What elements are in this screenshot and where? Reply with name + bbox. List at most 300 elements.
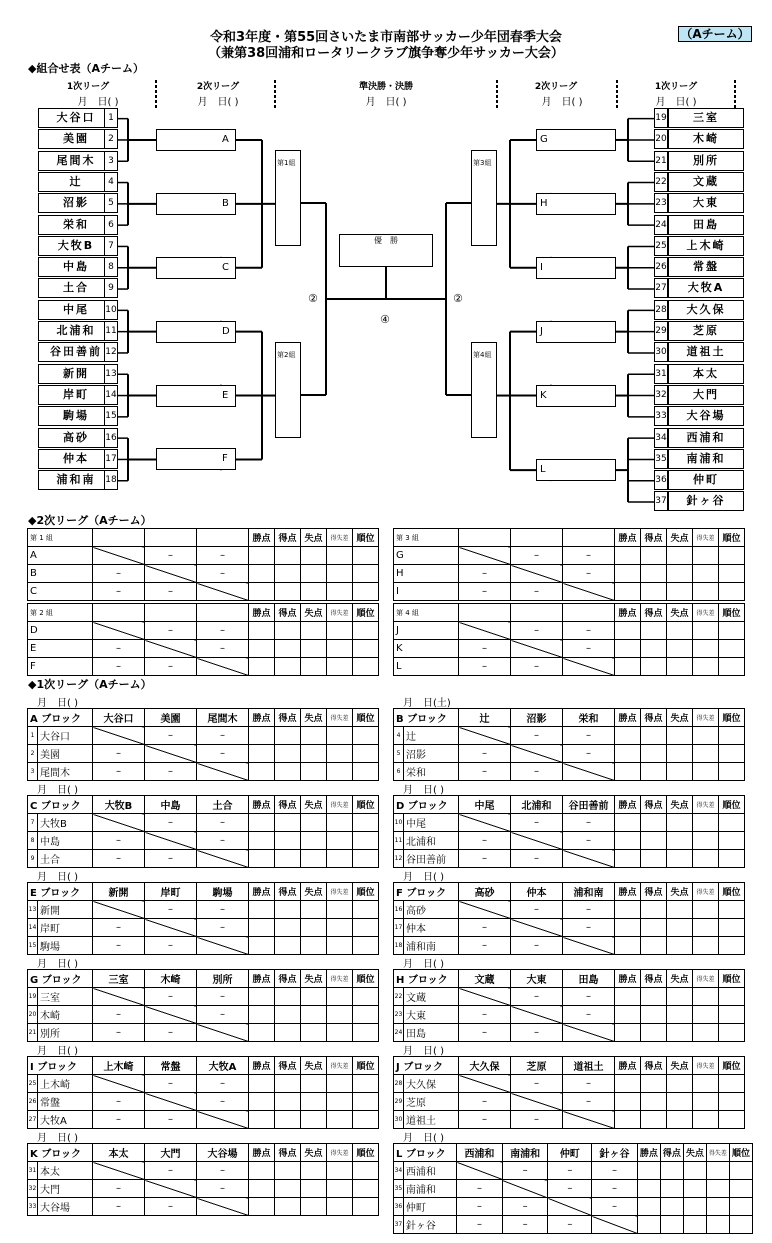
stat-cell (615, 1006, 641, 1024)
score-cell: – (197, 832, 249, 850)
stat-cell (615, 727, 641, 745)
stat-cell (667, 919, 693, 937)
stat-cell (249, 565, 275, 583)
stat-cell (693, 919, 719, 937)
team-num: 32 (28, 1180, 38, 1198)
score-cell: – (511, 583, 563, 601)
stat-cell (719, 745, 745, 763)
team-number-left: 15 (104, 406, 118, 426)
score-cell: – (563, 919, 615, 937)
diag-cell (459, 622, 511, 640)
stat-cell (693, 1024, 719, 1042)
league1-header: 得失差 (327, 883, 353, 901)
diag-cell (511, 1093, 563, 1111)
stat-cell (615, 565, 641, 583)
team-num: 33 (28, 1198, 38, 1216)
diag-cell (563, 1024, 615, 1042)
block-col-team: 仲本 (511, 883, 563, 901)
team-num: 35 (394, 1180, 404, 1198)
team-cell-right: 上木崎 (668, 236, 744, 256)
stat-cell (719, 583, 745, 601)
score-cell: – (145, 727, 197, 745)
stat-cell (615, 640, 641, 658)
league2-col (511, 604, 563, 622)
team-cell-right: 大東 (668, 193, 744, 213)
league1-header: 順位 (353, 1144, 379, 1162)
stat-cell (641, 658, 667, 676)
score-cell: – (511, 1075, 563, 1093)
league1-table (27, 708, 379, 781)
stat-cell (249, 937, 275, 955)
league1-header: 順位 (719, 883, 745, 901)
team-cell-right: 仲町 (668, 470, 744, 490)
stat-cell (683, 1162, 706, 1180)
league1-table (393, 708, 745, 781)
group-label-left: A (222, 133, 229, 145)
score-cell: – (93, 1180, 145, 1198)
score-cell: – (563, 547, 615, 565)
stat-cell (327, 1093, 353, 1111)
league1-header: 得点 (641, 883, 667, 901)
stat-cell (641, 622, 667, 640)
score-cell: – (459, 850, 511, 868)
stat-cell (719, 937, 745, 955)
team-cell-left: 沼影 (38, 193, 114, 213)
group-label-right: G (540, 133, 548, 145)
league1-date: 月 日(土) (403, 698, 451, 709)
score-cell: – (93, 640, 145, 658)
stat-cell (301, 622, 327, 640)
league1-header: 順位 (353, 1057, 379, 1075)
team-number-left: 11 (104, 321, 118, 341)
team-number-left: 3 (104, 151, 118, 171)
semi-label: 第4組 (473, 351, 492, 359)
block-row-team: 大谷口 (38, 727, 93, 745)
league1-header: 得点 (275, 1057, 301, 1075)
block-row-team: 針ヶ谷 (403, 1216, 456, 1234)
league2-col (459, 604, 511, 622)
stat-cell (327, 565, 353, 583)
league1-header: 勝点 (249, 1057, 275, 1075)
league2-col (563, 529, 615, 547)
league1-header: 勝点 (249, 796, 275, 814)
diag-cell (93, 814, 145, 832)
league2-col (145, 604, 197, 622)
stat-cell (327, 1006, 353, 1024)
team-cell-left: 高砂 (38, 428, 114, 448)
stat-cell (615, 850, 641, 868)
league1-date: 月 日( ) (403, 959, 444, 970)
group-box-right (536, 459, 616, 481)
date-r1: 月 日( ) (655, 97, 697, 108)
stat-cell (301, 1093, 327, 1111)
stat-cell (641, 565, 667, 583)
group-box-right (536, 321, 616, 343)
stat-cell (641, 1006, 667, 1024)
league2-col (563, 604, 615, 622)
team-cell-left: 北浦和 (38, 321, 114, 341)
stat-cell (327, 1162, 353, 1180)
block-col-team: 本太 (93, 1144, 145, 1162)
team-number-right: 30 (654, 342, 668, 362)
stat-cell (667, 658, 693, 676)
block-row-team: 仲本 (404, 919, 459, 937)
score-cell: – (145, 937, 197, 955)
league1-table (393, 1143, 753, 1234)
team-number-right: 23 (654, 193, 668, 213)
stat-cell (667, 640, 693, 658)
league1-header: 失点 (667, 883, 693, 901)
block-col-team: 大久保 (459, 1057, 511, 1075)
team-cell-right: 木崎 (668, 129, 744, 149)
group-label-right: I (540, 261, 543, 273)
stat-cell (353, 640, 379, 658)
block-col-team: 北浦和 (511, 796, 563, 814)
team-num: 17 (394, 919, 404, 937)
team-num: 20 (28, 1006, 38, 1024)
score-cell: – (459, 1111, 511, 1129)
league1-header: 得点 (641, 709, 667, 727)
score-cell: – (145, 547, 197, 565)
league1-header: 勝点 (249, 1144, 275, 1162)
team-number-right: 27 (654, 278, 668, 298)
team-number-right: 25 (654, 236, 668, 256)
stat-cell (249, 622, 275, 640)
block-col-team: 中島 (145, 796, 197, 814)
diag-cell (145, 832, 197, 850)
stat-cell (641, 901, 667, 919)
stat-cell (641, 763, 667, 781)
stat-cell (719, 1024, 745, 1042)
league2-header: 順位 (719, 529, 745, 547)
team-cell-left: 大牧B (38, 236, 114, 256)
stat-cell (693, 850, 719, 868)
league1-date: 月 日( ) (37, 1046, 78, 1057)
score-cell: – (93, 1093, 145, 1111)
stat-cell (249, 1075, 275, 1093)
league2-header: 順位 (353, 604, 379, 622)
stat-cell (641, 1093, 667, 1111)
score-cell: – (93, 745, 145, 763)
stat-cell (615, 622, 641, 640)
league1-table (27, 969, 379, 1042)
score-cell: – (145, 850, 197, 868)
stat-cell (719, 763, 745, 781)
block-col-team: 新開 (93, 883, 145, 901)
block-name: H ブロック (394, 970, 459, 988)
stat-cell (353, 622, 379, 640)
league1-table (393, 969, 745, 1042)
block-row-team: 新開 (38, 901, 93, 919)
league2-col (511, 529, 563, 547)
block-col-team: 西浦和 (457, 1144, 503, 1162)
stat-cell (327, 640, 353, 658)
team-cell-right: 大久保 (668, 300, 744, 320)
league1-header: 勝点 (249, 970, 275, 988)
stat-cell (641, 850, 667, 868)
team-cell-left: 辻 (38, 172, 114, 192)
stat-cell (275, 1024, 301, 1042)
team-cell-right: 道祖土 (668, 342, 744, 362)
stat-cell (353, 901, 379, 919)
team-cell-left: 尾間木 (38, 151, 114, 171)
stat-cell (275, 814, 301, 832)
diag-cell (197, 937, 249, 955)
score-cell: – (145, 763, 197, 781)
diag-cell (592, 1216, 638, 1234)
league2-group-name: 第 3 組 (394, 529, 459, 547)
stat-cell (667, 1024, 693, 1042)
league2-header: 得点 (641, 604, 667, 622)
league2-col (197, 529, 249, 547)
stat-cell (275, 1162, 301, 1180)
stat-cell (615, 745, 641, 763)
team-cell-left: 谷田善前 (38, 342, 114, 362)
title-line-2: （兼第38回浦和ロータリークラブ旗争奪少年サッカー大会） (208, 46, 564, 61)
stat-cell (693, 583, 719, 601)
block-row-team: 仲町 (403, 1198, 456, 1216)
stat-cell (301, 814, 327, 832)
block-row-team: 三室 (38, 988, 93, 1006)
league2-header: 得点 (275, 604, 301, 622)
stat-cell (683, 1198, 706, 1216)
league1-date: 月 日( ) (403, 872, 444, 883)
league1-table (27, 1056, 379, 1129)
circle-2-left: ② (308, 292, 318, 305)
stat-cell (301, 1111, 327, 1129)
score-cell: – (459, 1093, 511, 1111)
stat-cell (301, 547, 327, 565)
team-num: 19 (28, 988, 38, 1006)
block-row-team: 芝原 (404, 1093, 459, 1111)
stat-cell (693, 640, 719, 658)
score-cell: – (145, 1024, 197, 1042)
league2-header: 順位 (353, 529, 379, 547)
group-box-right (536, 257, 616, 279)
league1-header: 得失差 (693, 709, 719, 727)
score-cell: – (93, 565, 145, 583)
league2-row-label: B (28, 565, 93, 583)
score-cell: – (145, 1198, 197, 1216)
score-cell: – (563, 832, 615, 850)
team-number-right: 36 (654, 470, 668, 490)
team-num: 29 (394, 1093, 404, 1111)
score-cell: – (502, 1198, 548, 1216)
diag-cell (197, 1111, 249, 1129)
stat-cell (301, 763, 327, 781)
diag-cell (511, 1006, 563, 1024)
league1-header: 得失差 (327, 970, 353, 988)
block-row-team: 駒場 (38, 937, 93, 955)
block-col-team: 南浦和 (502, 1144, 548, 1162)
stat-cell (353, 937, 379, 955)
block-col-team: 土合 (197, 796, 249, 814)
stat-cell (693, 901, 719, 919)
league1-header: 得失差 (327, 1057, 353, 1075)
diag-cell (459, 814, 511, 832)
diag-cell (502, 1180, 548, 1198)
team-num: 5 (394, 745, 404, 763)
winner-label: 優 勝 (374, 236, 398, 245)
score-cell: – (548, 1162, 592, 1180)
league1-header: 得失差 (693, 1057, 719, 1075)
stat-cell (301, 937, 327, 955)
stat-cell (667, 850, 693, 868)
team-badge: （Aチーム） (678, 26, 752, 42)
stat-cell (660, 1180, 683, 1198)
score-cell: – (563, 745, 615, 763)
stat-cell (641, 547, 667, 565)
score-cell: – (563, 727, 615, 745)
team-cell-right: 針ヶ谷 (668, 491, 744, 511)
league1-header: 得失差 (327, 709, 353, 727)
stat-cell (327, 814, 353, 832)
stat-cell (327, 901, 353, 919)
block-row-team: 辻 (404, 727, 459, 745)
league1-header: 失点 (301, 1144, 327, 1162)
stat-cell (327, 727, 353, 745)
league1-date: 月 日( ) (37, 698, 78, 709)
stat-cell (667, 1075, 693, 1093)
diag-cell (511, 565, 563, 583)
stat-cell (275, 919, 301, 937)
block-row-team: 大牧A (38, 1111, 93, 1129)
stat-cell (249, 1024, 275, 1042)
stat-cell (327, 583, 353, 601)
team-cell-left: 新開 (38, 364, 114, 384)
league2-section-title: ◆2次リーグ（Aチーム） (28, 514, 152, 527)
stat-cell (615, 814, 641, 832)
league1-table (393, 882, 745, 955)
league1-date: 月 日( ) (403, 1133, 444, 1144)
league2-header: 勝点 (249, 604, 275, 622)
score-cell: – (459, 640, 511, 658)
team-num: 21 (28, 1024, 38, 1042)
league1-header: 順位 (353, 709, 379, 727)
team-num: 28 (394, 1075, 404, 1093)
league2-row-label: H (394, 565, 459, 583)
stat-cell (693, 937, 719, 955)
score-cell: – (145, 658, 197, 676)
league1-date: 月 日( ) (403, 1046, 444, 1057)
league1-table (27, 795, 379, 868)
team-num: 6 (394, 763, 404, 781)
diag-cell (459, 547, 511, 565)
score-cell: – (563, 988, 615, 1006)
diag-cell (459, 901, 511, 919)
score-cell: – (197, 1180, 249, 1198)
stat-cell (706, 1162, 729, 1180)
league1-header: 得点 (641, 1057, 667, 1075)
score-cell: – (459, 565, 511, 583)
stat-cell (615, 832, 641, 850)
league1-header: 順位 (719, 1057, 745, 1075)
league1-header: 得失差 (327, 1144, 353, 1162)
league2-header: 失点 (667, 604, 693, 622)
stat-cell (683, 1180, 706, 1198)
stat-cell (353, 1162, 379, 1180)
team-cell-right: 芝原 (668, 321, 744, 341)
diag-cell (93, 1075, 145, 1093)
score-cell: – (548, 1216, 592, 1234)
diag-cell (459, 727, 511, 745)
team-number-right: 26 (654, 257, 668, 277)
stat-cell (327, 937, 353, 955)
diag-cell (548, 1198, 592, 1216)
league1-header: 得点 (275, 1144, 301, 1162)
block-name: K ブロック (28, 1144, 93, 1162)
stat-cell (275, 583, 301, 601)
team-num: 7 (28, 814, 38, 832)
stat-cell (615, 1024, 641, 1042)
score-cell: – (197, 1093, 249, 1111)
score-cell: – (93, 937, 145, 955)
team-number-left: 7 (104, 236, 118, 256)
score-cell: – (197, 988, 249, 1006)
team-cell-left: 中尾 (38, 300, 114, 320)
block-col-team: 仲町 (548, 1144, 592, 1162)
team-cell-right: 大牧A (668, 278, 744, 298)
league1-section-title: ◆1次リーグ（Aチーム） (28, 678, 152, 691)
diag-cell (511, 832, 563, 850)
block-row-team: 本太 (38, 1162, 93, 1180)
score-cell: – (502, 1216, 548, 1234)
league1-header: 失点 (667, 970, 693, 988)
stat-cell (667, 1093, 693, 1111)
block-col-team: 大東 (511, 970, 563, 988)
stat-cell (249, 988, 275, 1006)
block-name: G ブロック (28, 970, 93, 988)
team-num: 26 (28, 1093, 38, 1111)
team-number-right: 19 (654, 108, 668, 128)
score-cell: – (197, 1075, 249, 1093)
score-cell: – (93, 763, 145, 781)
team-number-right: 29 (654, 321, 668, 341)
stat-cell (667, 1111, 693, 1129)
header-r1: 1次リーグ (654, 82, 698, 92)
block-col-team: 尾間木 (197, 709, 249, 727)
score-cell: – (459, 745, 511, 763)
league2-header: 勝点 (615, 604, 641, 622)
score-cell: – (563, 1006, 615, 1024)
stat-cell (641, 814, 667, 832)
diag-cell (145, 640, 197, 658)
block-col-team: 大門 (145, 1144, 197, 1162)
score-cell: – (511, 763, 563, 781)
league1-header: 得失差 (706, 1144, 729, 1162)
stat-cell (615, 1075, 641, 1093)
header-l2: 2次リーグ (196, 82, 240, 92)
block-row-team: 大牧B (38, 814, 93, 832)
team-num: 24 (394, 1024, 404, 1042)
score-cell: – (592, 1162, 638, 1180)
stat-cell (249, 850, 275, 868)
league1-header: 失点 (667, 709, 693, 727)
block-col-team: 浦和南 (563, 883, 615, 901)
stat-cell (301, 583, 327, 601)
stat-cell (275, 1075, 301, 1093)
block-row-team: 大門 (38, 1180, 93, 1198)
score-cell: – (197, 547, 249, 565)
stat-cell (719, 622, 745, 640)
date-l2: 月 日( ) (197, 97, 239, 108)
league1-header: 順位 (353, 883, 379, 901)
block-col-team: 大谷場 (197, 1144, 249, 1162)
block-name: A ブロック (28, 709, 93, 727)
team-number-right: 21 (654, 151, 668, 171)
block-name: J ブロック (394, 1057, 459, 1075)
stat-cell (706, 1216, 729, 1234)
